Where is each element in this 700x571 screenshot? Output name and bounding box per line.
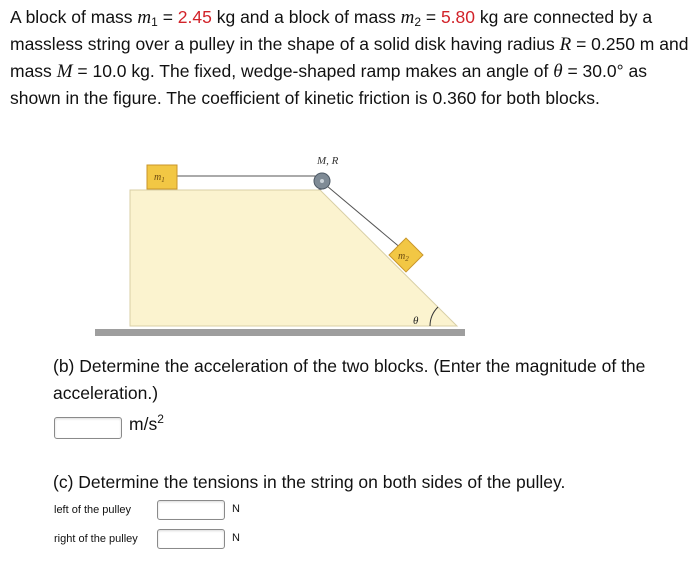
- m2-subscript: 2: [414, 15, 421, 29]
- m1-symbol: m: [137, 7, 152, 28]
- problem-text-2: kg and a block of mass: [211, 7, 401, 27]
- m1-subscript: 1: [151, 15, 158, 29]
- part-c-question: (c) Determine the tensions in the string on both sides of the pulley.: [53, 472, 566, 492]
- equals-1: =: [157, 7, 178, 27]
- right-tension-unit: N: [232, 532, 240, 544]
- acceleration-unit: $m/s^2$: [129, 412, 164, 434]
- left-tension-label: left of the pulley: [54, 504, 132, 516]
- angle-label: θ: [413, 315, 419, 327]
- pulley-axle: [320, 179, 324, 183]
- block-m2-label: $m_2$: [398, 251, 409, 263]
- problem-text-6: = 30.0° as shown in the figure. The coefficient of kinetic friction is 0.360 for both blocks.: [10, 61, 647, 108]
- ramp-pulley-figure: [95, 152, 465, 342]
- problem-text-5: = 10.0 kg. The fixed, wedge-shaped ramp makes an angle of: [72, 61, 554, 81]
- left-tension-input[interactable]: [157, 500, 225, 520]
- problem-statement: [10, 4, 698, 112]
- pulley-label: M, R: [317, 155, 339, 167]
- m1-value: 2.45: [177, 7, 212, 27]
- problem-text-4: = 0.250 m and mass: [10, 34, 689, 81]
- problem-text-3: kg are connected by a massless string over a pulley in the shape of a solid disk having radius: [10, 7, 653, 54]
- mass-symbol: M: [56, 61, 73, 82]
- m2-symbol: m: [400, 7, 415, 28]
- left-tension-unit: N: [232, 503, 240, 515]
- acceleration-answer-input[interactable]: [54, 417, 122, 439]
- equals-2: =: [421, 7, 441, 27]
- right-tension-label: right of the pulley: [54, 533, 138, 545]
- problem-text-1: A block of mass: [10, 7, 138, 27]
- m2-value: 5.80: [440, 7, 476, 27]
- ground: [95, 329, 465, 336]
- theta-symbol: θ: [553, 61, 563, 82]
- right-tension-input[interactable]: [157, 529, 225, 549]
- radius-symbol: R: [559, 34, 572, 55]
- part-b-question: (b) Determine the acceleration of the two blocks. (Enter the magnitude of the acceleration.): [53, 356, 646, 403]
- block-m1-label: $m_1$: [154, 172, 165, 184]
